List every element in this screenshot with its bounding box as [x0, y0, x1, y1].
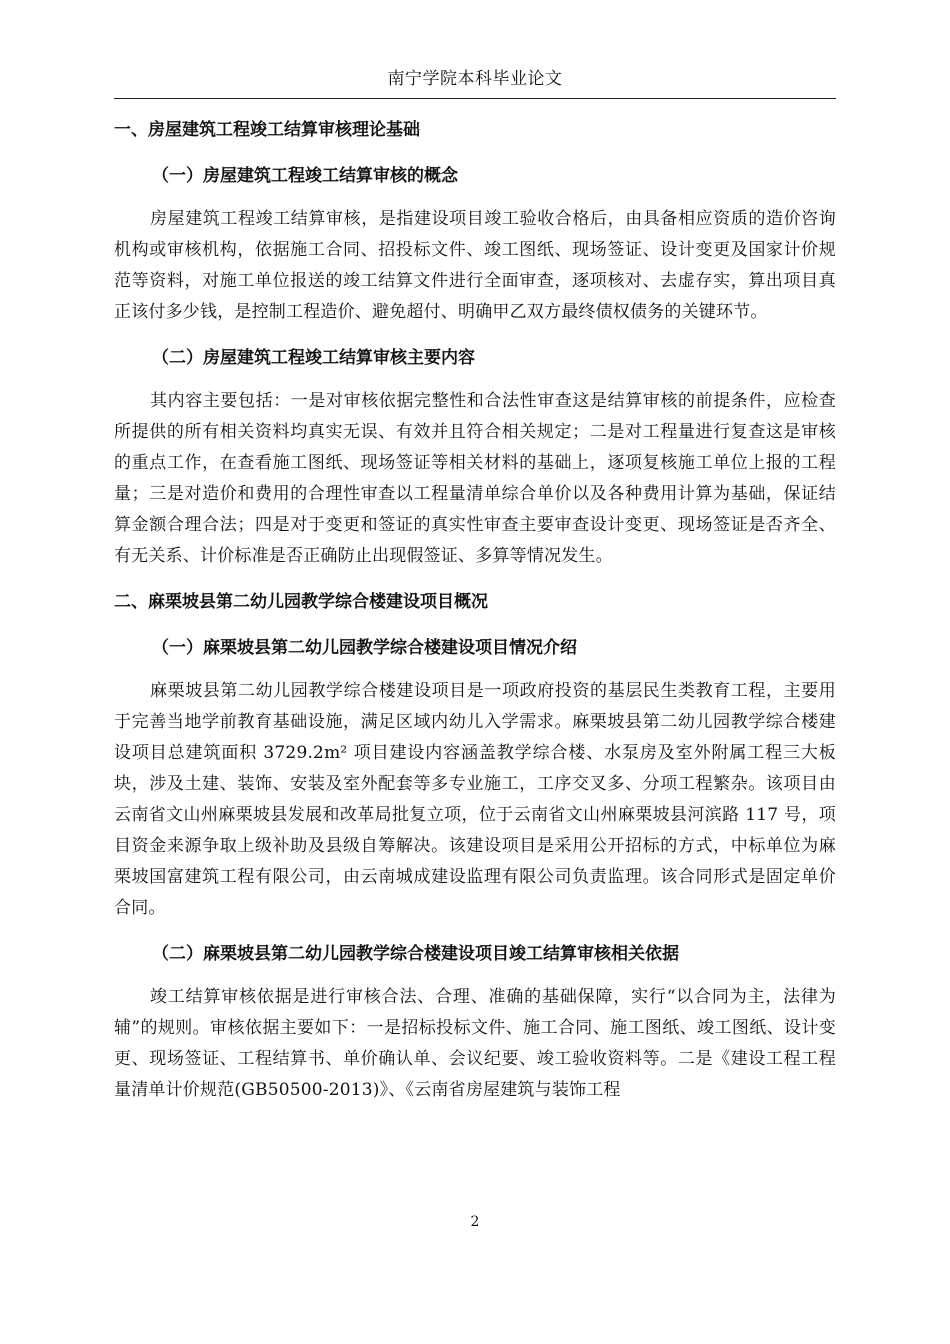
section-2-2-heading: （二）麻栗坡县第二幼儿园教学综合楼建设项目竣工结算审核相关依据 [152, 944, 679, 964]
section-2-1-heading: （一）麻栗坡县第二幼儿园教学综合楼建设项目情况介绍 [152, 638, 577, 658]
section-1-2-heading: （二）房屋建筑工程竣工结算审核主要内容 [152, 348, 475, 368]
header-divider [114, 98, 836, 99]
section-2-heading: 二、麻栗坡县第二幼儿园教学综合楼建设项目概况 [114, 592, 488, 612]
section-1-heading: 一、房屋建筑工程竣工结算审核理论基础 [114, 120, 420, 140]
document-body [114, 112, 836, 1106]
section-2-2-paragraph: 竣工结算审核依据是进行审核合法、合理、准确的基础保障，实行“以合同为主，法律为辅”的规则。审核依据主要如下：一是招标投标文件、施工合同、施工图纸、竣工图纸、设计变更、现场签证、工程结算书、单价确认单、会议纪要、竣工验收资料等。二是《建设工程工程量清单计价规范(GB50500-2013)》、《云南省房屋建筑与装饰工程 [114, 987, 836, 1100]
section-1-2-paragraph: 其内容主要包括：一是对审核依据完整性和合法性审查这是结算审核的前提条件，应检查所提供的所有相关资料均真实无误、有效并且符合相关规定；二是对工程量进行复查这是审核的重点工作，在查看施工图纸、现场签证等相关材料的基础上，逐项复核施工单位上报的工程量；三是对造价和费用的合理性审查以工程量清单综合单价以及各种费用计算为基础，保证结算金额合理合法；四是对于变更和签证的真实性审查主要审查设计变更、现场签证是否齐全、有无关系、计价标准是否正确防止出现假签证、多算等情况发生。 [114, 391, 836, 566]
section-1-1-paragraph: 房屋建筑工程竣工结算审核，是指建设项目竣工验收合格后，由具备相应资质的造价咨询机构或审核机构，依据施工合同、招投标文件、竣工图纸、现场签证、设计变更及国家计价规范等资料，对施工单位报送的竣工结算文件进行全面审查，逐项核对、去虚存实，算出项目真正该付多少钱，是控制工程造价、避免超付、明确甲乙双方最终债权债务的关键环节。 [114, 209, 836, 322]
section-1-1-heading: （一）房屋建筑工程竣工结算审核的概念 [152, 166, 458, 186]
section-2-1-paragraph: 麻栗坡县第二幼儿园教学综合楼建设项目是一项政府投资的基层民生类教育工程，主要用于完善当地学前教育基础设施，满足区域内幼儿入学需求。麻栗坡县第二幼儿园教学综合楼建设项目总建筑面积 3729.2m² 项目建设内容涵盖教学综合楼、水泵房及室外附属工程三大板块，涉及土建、装饰、安装及室外配套等多专业施工，工序交叉多、分项工程繁杂。该项目由云南省文山州麻栗坡县发展和改革局批复立项，位于云南省文山州麻栗坡县河滨路 117 号，项目资金来源争取上级补助及县级自筹解决。该建设项目是采用公开招标的方式，中标单位为麻栗坡国富建筑工程有限公司，由云南城成建设监理有限公司负责监理。该合同形式是固定单价合同。 [114, 681, 836, 918]
page-header-title: 南宁学院本科毕业论文 [387, 69, 563, 89]
page-number: 2 [470, 1214, 480, 1230]
